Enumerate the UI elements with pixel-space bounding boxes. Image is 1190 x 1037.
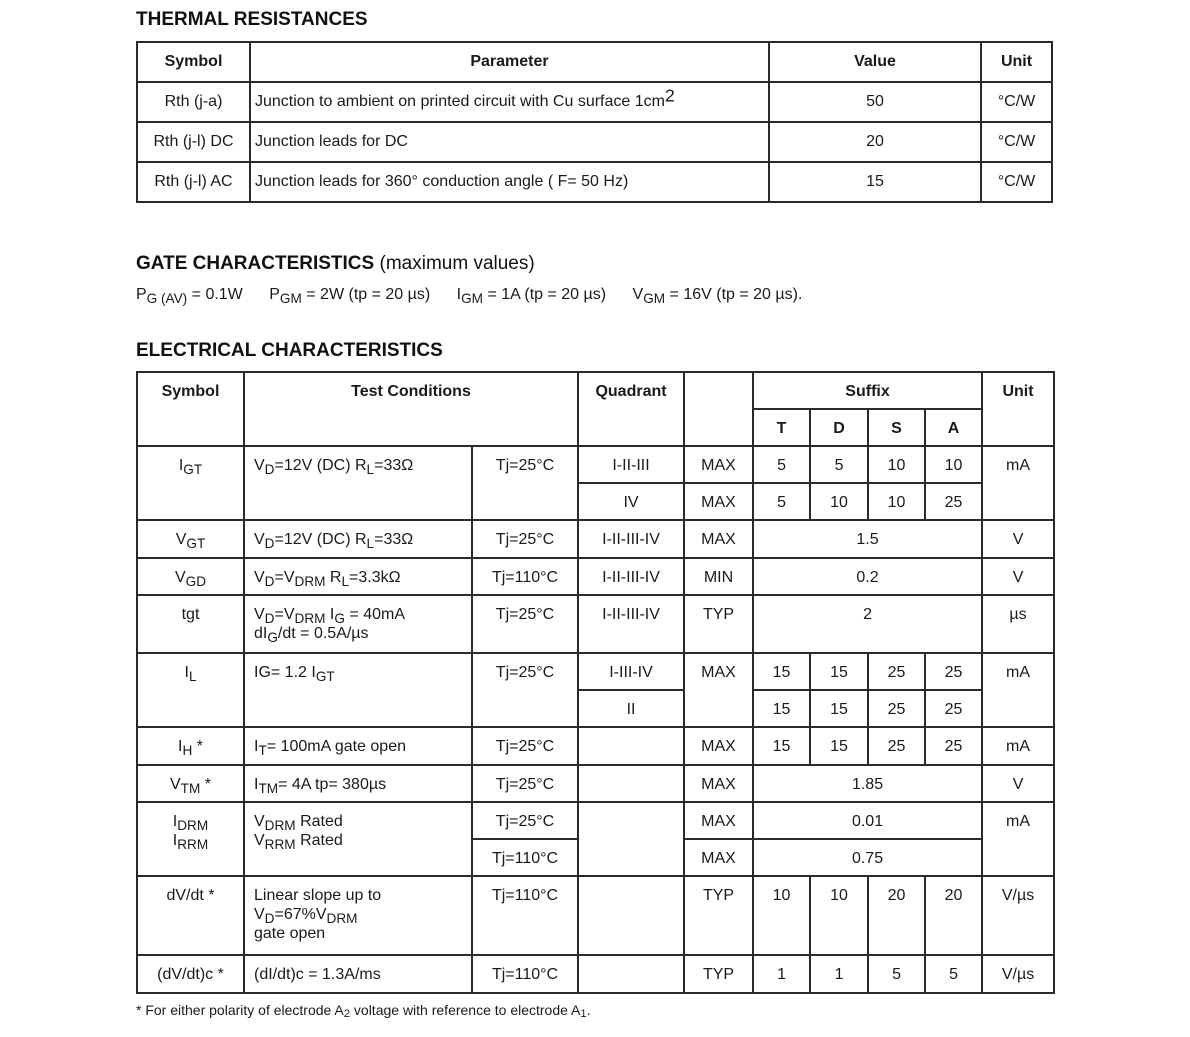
gate-igm <box>456 286 607 307</box>
gate-pg-avg <box>136 286 243 307</box>
gate-pgm <box>269 286 431 307</box>
cell-limit: MAX <box>684 653 753 727</box>
condition-line <box>254 605 467 627</box>
footnote <box>136 1002 591 1021</box>
asterisk: * <box>192 738 203 755</box>
cell-value-t: 15 <box>753 690 810 727</box>
asterisk: * <box>200 776 211 793</box>
value-text: = 16V (tp = 20 µs). <box>665 286 803 303</box>
cell-temperature: Tj=25°C <box>472 446 578 520</box>
condition-line <box>254 812 467 834</box>
subscript: RRM <box>264 837 296 853</box>
subscript: GT <box>186 536 206 552</box>
header-unit: Unit <box>982 372 1054 446</box>
cell-temperature: Tj=110°C <box>472 839 578 876</box>
cell-unit: V <box>982 765 1054 802</box>
suffix-a: A <box>925 409 982 446</box>
cell-unit: µs <box>982 595 1054 653</box>
cell-temperature: Tj=110°C <box>472 876 578 955</box>
cell-symbol-vgt <box>137 520 244 558</box>
superscript: 2 <box>664 85 675 106</box>
condition-line: Linear slope up to <box>254 887 382 904</box>
header-value: Value <box>769 42 981 82</box>
cell-limit: MAX <box>684 765 753 802</box>
footnote-text: voltage with reference to electrode A <box>350 1002 581 1018</box>
cell-symbol-tgt: tgt <box>137 595 244 653</box>
cell-value-all: 1.5 <box>753 520 982 558</box>
symbol-letter: V <box>254 832 265 849</box>
cell-value-a: 25 <box>925 483 982 520</box>
cell-value-a: 25 <box>925 690 982 727</box>
cell-temperature: Tj=110°C <box>472 558 578 595</box>
gate-title <box>136 253 535 275</box>
symbol-letter: V <box>254 906 265 923</box>
cell-symbol-idrm-irrm <box>137 802 244 876</box>
subscript: H <box>182 743 193 759</box>
header-symbol: Symbol <box>137 372 244 446</box>
table-row <box>137 446 1054 483</box>
cell-limit: MIN <box>684 558 753 595</box>
cell-unit: V/µs <box>982 955 1054 993</box>
symbol-letter: I <box>254 776 259 793</box>
cell-value-s: 5 <box>868 955 925 993</box>
cell-unit: mA <box>982 802 1054 876</box>
subscript: DRM <box>326 911 358 927</box>
value-text: = 0.1W <box>187 286 243 303</box>
cell-quadrant <box>578 876 684 955</box>
cell-limit: MAX <box>684 727 753 765</box>
value-text: = 1A (tp = 20 µs) <box>483 286 607 303</box>
table-header-row <box>137 42 1052 82</box>
subscript: D <box>264 574 275 590</box>
cell-value-d: 5 <box>810 446 868 483</box>
table-row <box>137 558 1054 595</box>
symbol-letter: I <box>178 457 184 474</box>
cell-limit: TYP <box>684 595 753 653</box>
cell-condition <box>244 802 472 876</box>
cell-value-t: 5 <box>753 446 810 483</box>
symbol-line <box>142 812 239 834</box>
condition-text: =3.3kΩ <box>349 569 401 586</box>
asterisk: * <box>203 887 215 904</box>
subscript: L <box>366 536 375 552</box>
cell-quadrant <box>578 727 684 765</box>
cell-symbol-igt <box>137 446 244 520</box>
cell-temperature: Tj=25°C <box>472 595 578 653</box>
cell-symbol-il <box>137 653 244 727</box>
header-blank <box>684 372 753 446</box>
header-suffix: Suffix <box>753 372 982 409</box>
footnote-text: * For either polarity of electrode A <box>136 1002 344 1018</box>
cell-limit: MAX <box>684 520 753 558</box>
cell-quadrant: IV <box>578 483 684 520</box>
subscript: DRM <box>264 818 296 834</box>
cell-unit: °C/W <box>981 162 1052 202</box>
condition-line <box>254 831 467 853</box>
table-row <box>137 520 1054 558</box>
cell-value-t: 5 <box>753 483 810 520</box>
cell-temperature: Tj=25°C <box>472 765 578 802</box>
cell-symbol-dvdtc <box>137 955 244 993</box>
condition-line <box>254 624 467 646</box>
gate-title-bold: GATE CHARACTERISTICS <box>136 253 375 274</box>
cell-value-t: 1 <box>753 955 810 993</box>
subscript: DRM <box>294 574 326 590</box>
subscript: GT <box>315 669 335 685</box>
cell-unit: mA <box>982 446 1054 520</box>
cell-unit: °C/W <box>981 82 1052 122</box>
suffix-t: T <box>753 409 810 446</box>
symbol-letter: V <box>254 457 265 474</box>
header-quadrant: Quadrant <box>578 372 684 446</box>
symbol-letter: V <box>174 569 186 586</box>
symbol-letter: I <box>178 738 183 755</box>
symbol-letter: I <box>184 664 189 681</box>
cell-value-all: 0.75 <box>753 839 982 876</box>
condition-line: gate open <box>254 925 326 942</box>
cell-temperature: Tj=110°C <box>472 955 578 993</box>
thermal-title: THERMAL RESISTANCES <box>136 9 368 30</box>
cell-value-a: 10 <box>925 446 982 483</box>
header-unit: Unit <box>981 42 1052 82</box>
subscript: GM <box>643 291 666 307</box>
gate-vgm <box>632 286 803 307</box>
symbol-letter: V <box>254 531 265 548</box>
cell-symbol: Rth (j-l) DC <box>137 122 250 162</box>
condition-text: dI <box>254 625 268 642</box>
cell-unit: V/µs <box>982 876 1054 955</box>
cell-unit: V <box>982 558 1054 595</box>
electrical-characteristics-table <box>136 371 1055 994</box>
cell-limit: MAX <box>684 446 753 483</box>
suffix-d: D <box>810 409 868 446</box>
subscript: 1 <box>580 1008 587 1021</box>
subscript: TM <box>180 781 201 797</box>
symbol-line <box>142 831 239 853</box>
cell-symbol-vtm <box>137 765 244 802</box>
cell-temperature: Tj=25°C <box>472 727 578 765</box>
symbol-letter: I <box>172 813 178 830</box>
cell-value-all: 1.85 <box>753 765 982 802</box>
header-symbol: Symbol <box>137 42 250 82</box>
condition-text: = 4A tp= 380µs <box>278 776 387 793</box>
header-parameter: Parameter <box>250 42 769 82</box>
cell-value-s: 20 <box>868 876 925 955</box>
cell-condition <box>244 446 472 520</box>
symbol-letter: I <box>456 286 462 303</box>
cell-condition <box>244 765 472 802</box>
footnote-text: . <box>586 1002 591 1018</box>
symbol-letter: V <box>283 606 295 623</box>
cell-value: 50 <box>769 82 981 122</box>
cell-value-a: 25 <box>925 727 982 765</box>
cell-quadrant <box>578 955 684 993</box>
cell-value-a: 5 <box>925 955 982 993</box>
cell-value-s: 10 <box>868 483 925 520</box>
cell-value-a: 25 <box>925 653 982 690</box>
cell-parameter <box>250 82 769 122</box>
cell-value-all: 0.2 <box>753 558 982 595</box>
cell-value-d: 15 <box>810 653 868 690</box>
table-row <box>137 765 1054 802</box>
cell-value-a: 20 <box>925 876 982 955</box>
cell-unit: V <box>982 520 1054 558</box>
cell-value-d: 15 <box>810 690 868 727</box>
cell-limit: MAX <box>684 839 753 876</box>
gate-values-line <box>136 286 824 307</box>
gate-title-note: (maximum values) <box>374 253 535 274</box>
suffix-s: S <box>868 409 925 446</box>
condition-text: R <box>325 569 342 586</box>
table-row <box>137 82 1052 122</box>
cell-temperature: Tj=25°C <box>472 520 578 558</box>
cell-value-d: 1 <box>810 955 868 993</box>
cell-temperature: Tj=25°C <box>472 802 578 839</box>
cell-quadrant: II <box>578 690 684 727</box>
condition-text: =67%V <box>274 906 327 923</box>
subscript: DRM <box>294 611 326 627</box>
cell-quadrant: I-II-III-IV <box>578 520 684 558</box>
subscript: TM <box>258 781 279 797</box>
subscript: L <box>341 574 350 590</box>
cell-value-all: 2 <box>753 595 982 653</box>
table-row <box>137 595 1054 653</box>
cell-quadrant <box>578 765 684 802</box>
cell-symbol: Rth (j-a) <box>137 82 250 122</box>
symbol-letter: P <box>269 286 280 303</box>
condition-text: = 40mA <box>344 606 405 623</box>
subscript: G <box>334 611 345 627</box>
symbol-letter: V <box>175 531 187 548</box>
cell-parameter: Junction leads for 360° conduction angle ( F= 50 Hz) <box>250 162 769 202</box>
cell-symbol-vgd <box>137 558 244 595</box>
symbol-letter: V <box>632 286 644 303</box>
cell-condition: (dI/dt)c = 1.3A/ms <box>244 955 472 993</box>
cell-quadrant <box>578 802 684 876</box>
condition-text: Rated <box>295 832 343 849</box>
subscript: G (AV) <box>146 291 188 307</box>
cell-unit: °C/W <box>981 122 1052 162</box>
symbol-text: dV/dt <box>166 887 204 904</box>
table-row <box>137 727 1054 765</box>
cell-condition <box>244 520 472 558</box>
condition-text: IG= 1.2 I <box>254 664 316 681</box>
table-row <box>137 876 1054 955</box>
table-row <box>137 122 1052 162</box>
table-row <box>137 653 1054 690</box>
cell-limit: MAX <box>684 483 753 520</box>
cell-limit: MAX <box>684 802 753 839</box>
cell-value-d: 10 <box>810 876 868 955</box>
condition-text: = <box>274 606 284 623</box>
subscript: D <box>264 536 275 552</box>
subscript: T <box>258 743 267 759</box>
subscript: D <box>264 611 275 627</box>
cell-symbol: Rth (j-l) AC <box>137 162 250 202</box>
condition-line <box>254 905 461 927</box>
cell-value-s: 25 <box>868 653 925 690</box>
condition-text: =33Ω <box>374 531 414 548</box>
cell-value: 20 <box>769 122 981 162</box>
electrical-title: ELECTRICAL CHARACTERISTICS <box>136 340 443 361</box>
cell-value-d: 10 <box>810 483 868 520</box>
value-text: = 2W (tp = 20 µs) <box>301 286 431 303</box>
subscript: DRM <box>177 818 209 834</box>
cell-value-s: 25 <box>868 690 925 727</box>
cell-parameter: Junction leads for DC <box>250 122 769 162</box>
condition-text: I <box>325 606 335 623</box>
thermal-resistances-table <box>136 41 1053 203</box>
cell-limit: TYP <box>684 876 753 955</box>
cell-value: 15 <box>769 162 981 202</box>
cell-symbol-ih <box>137 727 244 765</box>
symbol-letter: V <box>254 606 265 623</box>
condition-text: = <box>274 569 284 586</box>
condition-text: =12V (DC) R <box>274 531 367 548</box>
condition-text: Rated <box>295 813 343 830</box>
cell-value-s: 10 <box>868 446 925 483</box>
subscript: G <box>267 630 278 646</box>
condition-text: /dt = 0.5A/µs <box>277 625 369 642</box>
cell-condition <box>244 558 472 595</box>
cell-quadrant: I-II-III <box>578 446 684 483</box>
cell-value-all: 0.01 <box>753 802 982 839</box>
table-row <box>137 955 1054 993</box>
table-row <box>137 802 1054 839</box>
condition-text: = 100mA gate open <box>266 738 406 755</box>
subscript: GT <box>183 462 203 478</box>
table-header-row <box>137 372 1054 409</box>
cell-value-t: 15 <box>753 653 810 690</box>
symbol-letter: V <box>283 569 295 586</box>
subscript: RRM <box>177 837 209 853</box>
cell-temperature: Tj=25°C <box>472 653 578 727</box>
subscript: 2 <box>343 1008 351 1021</box>
subscript: GM <box>279 291 302 307</box>
cell-quadrant: I-II-III-IV <box>578 595 684 653</box>
symbol-letter: V <box>254 813 265 830</box>
cell-condition <box>244 876 472 955</box>
symbol-letter: I <box>254 738 259 755</box>
cell-value-s: 25 <box>868 727 925 765</box>
symbol-text: (dV/dt)c <box>157 966 214 983</box>
parameter-text: Junction to ambient on printed circuit with Cu surface 1cm <box>255 93 665 110</box>
subscript: D <box>264 462 275 478</box>
cell-condition <box>244 727 472 765</box>
symbol-letter: P <box>136 286 147 303</box>
cell-limit: TYP <box>684 955 753 993</box>
condition-text: =33Ω <box>374 457 414 474</box>
symbol-letter: V <box>254 569 265 586</box>
cell-quadrant: I-III-IV <box>578 653 684 690</box>
condition-text: =12V (DC) R <box>274 457 367 474</box>
subscript: L <box>188 669 197 685</box>
cell-condition <box>244 653 472 727</box>
cell-value-t: 15 <box>753 727 810 765</box>
cell-condition <box>244 595 472 653</box>
subscript: GM <box>461 291 483 307</box>
cell-quadrant: I-II-III-IV <box>578 558 684 595</box>
cell-value-d: 15 <box>810 727 868 765</box>
subscript: D <box>264 911 275 927</box>
symbol-letter: I <box>172 832 178 849</box>
table-row <box>137 162 1052 202</box>
cell-symbol-dvdt <box>137 876 244 955</box>
header-test-conditions: Test Conditions <box>244 372 578 446</box>
asterisk: * <box>213 966 224 983</box>
cell-value-t: 10 <box>753 876 810 955</box>
subscript: L <box>366 462 375 478</box>
subscript: GD <box>185 574 207 590</box>
cell-unit: mA <box>982 653 1054 727</box>
symbol-letter: V <box>170 776 181 793</box>
cell-unit: mA <box>982 727 1054 765</box>
